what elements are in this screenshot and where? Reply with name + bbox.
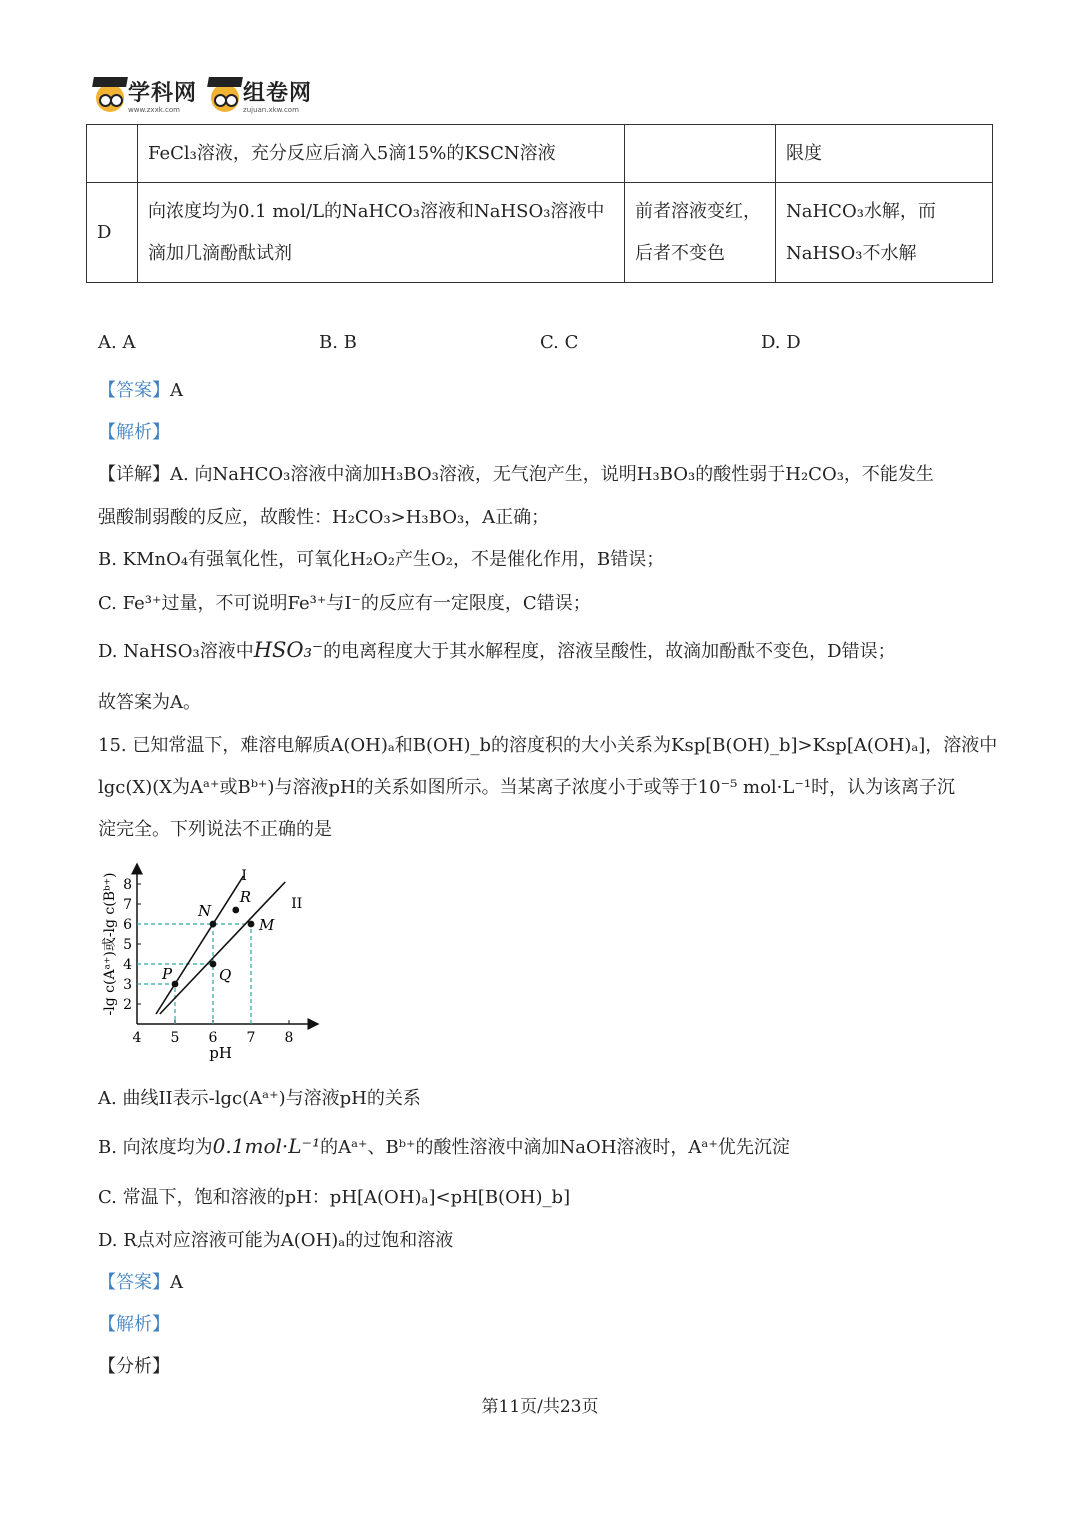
analysis-tag: 【解析】 — [98, 1314, 170, 1335]
table-cell-conclusion: 限度 — [776, 125, 993, 183]
analysis2-tag: 【分析】 — [98, 1356, 170, 1377]
q14-detail-d — [98, 637, 896, 663]
table-text: 滴加几滴酚酞试剂 — [148, 242, 292, 264]
table-text: 前者溶液变红， — [635, 200, 761, 222]
option-a: A. A — [98, 332, 136, 353]
y-tick-label: 2 — [123, 997, 132, 1013]
table-text: NaHSO₃不水解 — [786, 242, 917, 264]
q15-option-d: D. R点对应溶液可能为A(OH)ₐ的过饱和溶液 — [98, 1230, 454, 1251]
answer-value: A — [170, 1272, 183, 1293]
mascot-icon — [96, 84, 124, 112]
y-tick-label: 3 — [123, 977, 132, 993]
x-tick-label: 7 — [246, 1030, 256, 1046]
table-cell-label — [87, 125, 138, 183]
data-point-N — [210, 921, 217, 928]
option-text: 的Aᵃ⁺、Bᵇ⁺的酸性溶液中滴加NaOH溶液时，Aᵃ⁺优先沉淀 — [320, 1137, 790, 1158]
x-tick-label: 5 — [170, 1030, 180, 1046]
series-label-II: II — [291, 896, 303, 912]
table-cell-label: D — [87, 183, 138, 283]
q15-chart — [96, 858, 336, 1068]
analysis-tag: 【解析】 — [98, 422, 170, 443]
detail-text: 的电离程度大于其水解程度，溶液呈酸性，故滴加酚酞不变色，D错误； — [323, 641, 896, 662]
q14-detail-c: C. Fe³⁺过量，不可说明Fe³⁺与I⁻的反应有一定限度，C错误； — [98, 593, 591, 614]
series-label-I: I — [241, 868, 247, 884]
table-cell-operation: FeCl₃溶液，充分反应后滴入5滴15%的KSCN溶液 — [138, 125, 625, 183]
q15-stem-line3: 淀完全。下列说法不正确的是 — [98, 819, 332, 840]
q15-stem-line1: 15. 已知常温下，难溶电解质A(OH)ₐ和B(OH)_b的溶度积的大小关系为Ksp[B(OH)_b]>Ksp[A(OH)ₐ]，溶液中 — [98, 735, 998, 756]
x-axis-label: pH — [209, 1044, 232, 1062]
series-line-II — [160, 882, 285, 1014]
q14-conclusion: 故答案为A。 — [98, 692, 201, 713]
option-d: D. D — [761, 332, 801, 353]
concentration: 0.1mol·L⁻¹ — [212, 1134, 321, 1158]
data-point-Q — [210, 961, 217, 968]
table-text: 后者不变色 — [635, 242, 725, 264]
header-logos — [96, 78, 326, 118]
y-tick-label: 7 — [123, 897, 132, 913]
option-c: C. C — [540, 332, 579, 353]
table-row-c — [87, 125, 993, 183]
guide-line — [137, 924, 251, 1024]
point-label-Q: Q — [219, 966, 232, 984]
page-footer: 第11页/共23页 — [481, 1397, 599, 1417]
data-point-M — [248, 921, 255, 928]
detail-tag: 【详解】 — [98, 464, 170, 485]
q15-option-a: A. 曲线II表示-lgc(Aᵃ⁺)与溶液pH的关系 — [98, 1088, 421, 1109]
q14-answer — [98, 376, 183, 402]
table-cell-phenomenon — [625, 125, 776, 183]
q14-detail-a1 — [98, 460, 934, 486]
question-table — [86, 124, 993, 283]
mascot-icon — [211, 84, 239, 112]
answer-tag: 【答案】 — [98, 1272, 170, 1293]
x-tick-label: 4 — [132, 1030, 142, 1046]
logo-zxxk — [96, 80, 198, 114]
point-label-N: N — [198, 902, 212, 920]
y-tick-label: 5 — [123, 937, 132, 953]
point-label-P: P — [162, 965, 173, 983]
option-b: B. B — [319, 332, 357, 353]
y-tick-label: 8 — [123, 877, 132, 893]
answer-tag: 【答案】 — [98, 380, 170, 401]
q14-detail-b: B. KMnO₄有强氧化性，可氧化H₂O₂产生O₂，不是催化作用，B错误； — [98, 549, 665, 570]
logo-zujuan — [211, 80, 313, 114]
data-point-R — [232, 907, 239, 914]
series-line-I — [156, 876, 243, 1014]
detail-text: A. 向NaHCO₃溶液中滴加H₃BO₃溶液，无气泡产生，说明H₃BO₃的酸性弱于H₂CO₃，不能发生 — [170, 464, 934, 485]
ion-formula: HSO₃⁻ — [253, 638, 324, 662]
table-text: NaHCO₃水解，而 — [786, 200, 936, 222]
y-tick-label: 6 — [123, 917, 132, 933]
option-text: B. 向浓度均为 — [98, 1137, 213, 1158]
q15-stem-line2: lgc(X)(X为Aᵃ⁺或Bᵇ⁺)与溶液pH的关系如图所示。当某离子浓度小于或等于10⁻⁵ mol·L⁻¹时，认为该离子沉 — [98, 777, 956, 798]
q15-option-c: C. 常温下，饱和溶液的pH：pH[A(OH)ₐ]<pH[B(OH)_b] — [98, 1187, 571, 1208]
table-cell-operation — [138, 183, 625, 283]
y-tick-label: 4 — [123, 957, 132, 973]
data-point-P — [172, 981, 179, 988]
q15-option-b — [98, 1133, 790, 1159]
q15-answer — [98, 1268, 183, 1294]
table-text: 向浓度均为0.1 mol/L的NaHCO₃溶液和NaHSO₃溶液中 — [148, 200, 605, 222]
x-tick-label: 8 — [284, 1030, 294, 1046]
logo-zxxk-url: www.zxxk.com — [128, 105, 180, 114]
table-row-d — [87, 183, 993, 283]
logo-zxxk-name: 学科网 — [128, 80, 198, 106]
point-label-M: M — [259, 916, 275, 934]
logo-zujuan-name: 组卷网 — [243, 80, 313, 106]
point-label-R: R — [239, 888, 252, 906]
detail-text: D. NaHSO₃溶液中 — [98, 641, 254, 662]
y-axis-label: -lg c(Aᵃ⁺)或-lg c(Bᵇ⁺) — [102, 872, 118, 1016]
answer-value: A — [170, 380, 183, 401]
table-cell-conclusion — [776, 183, 993, 283]
q14-detail-a2: 强酸制弱酸的反应，故酸性：H₂CO₃>H₃BO₃，A正确； — [98, 507, 550, 528]
logo-zujuan-url: zujuan.xkw.com — [243, 105, 299, 114]
table-cell-phenomenon — [625, 183, 776, 283]
x-tick-label: 6 — [208, 1030, 218, 1046]
